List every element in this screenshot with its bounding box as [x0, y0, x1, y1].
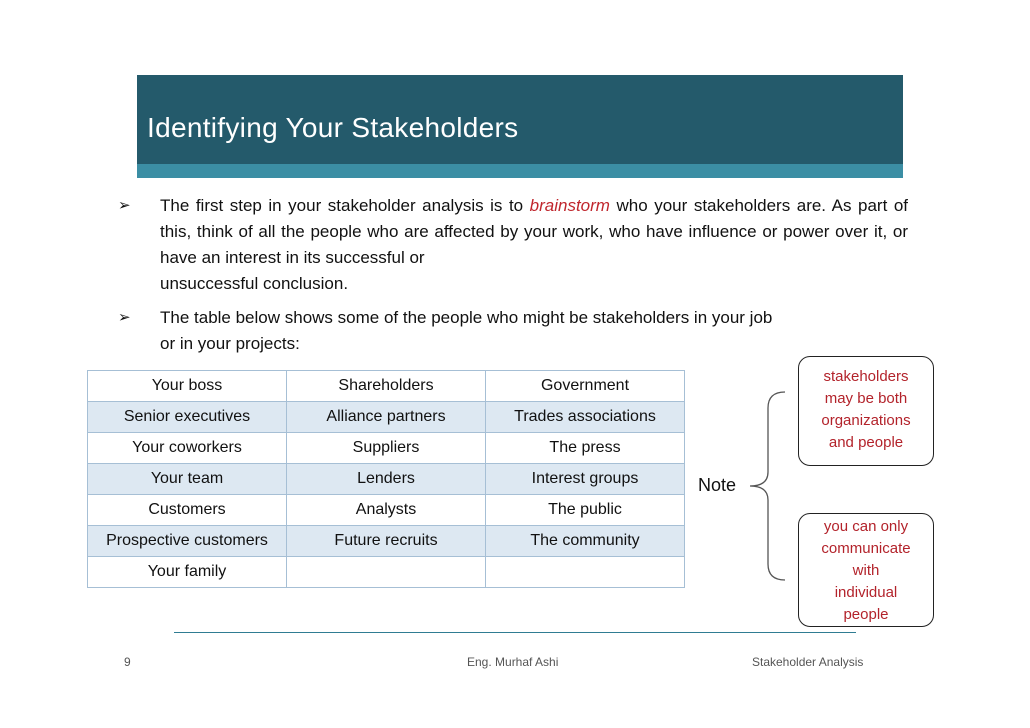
table-cell: Your family: [88, 557, 287, 588]
bullet-1: [118, 193, 908, 297]
table-cell: Senior executives: [88, 402, 287, 433]
table-row: [88, 526, 685, 557]
table-cell: Trades associations: [486, 402, 685, 433]
table-cell: Analysts: [287, 495, 486, 526]
table-cell: Future recruits: [287, 526, 486, 557]
footer-topic: Stakeholder Analysis: [752, 655, 864, 669]
footer-author: Eng. Murhaf Ashi: [467, 655, 559, 669]
stakeholder-table: [87, 370, 685, 588]
bullet-1-emphasis: brainstorm: [529, 196, 610, 215]
slide-title: Identifying Your Stakeholders: [147, 112, 519, 143]
table-cell: Lenders: [287, 464, 486, 495]
bullet-1-text-start: The first step in your stakeholder analysis is to: [160, 196, 530, 215]
bullet-2: [118, 305, 908, 357]
note-box-communicate: you can only communicate with individual people: [798, 513, 934, 627]
table-cell: Your boss: [88, 371, 287, 402]
table-cell: Alliance partners: [287, 402, 486, 433]
table-row: [88, 433, 685, 464]
table-cell: Prospective customers: [88, 526, 287, 557]
table-cell: [287, 557, 486, 588]
note-label: Note: [698, 475, 737, 495]
table-cell: Government: [486, 371, 685, 402]
note-box-stakeholders: stakeholders may be both organizations and people: [798, 356, 934, 466]
table-row: [88, 557, 685, 588]
footer-divider: [174, 632, 856, 633]
table-row: [88, 371, 685, 402]
bullet-1-text-end: unsuccessful conclusion.: [160, 274, 349, 293]
table-cell: Interest groups: [486, 464, 685, 495]
page-number: 9: [124, 655, 131, 669]
table-cell: Your team: [88, 464, 287, 495]
table-cell: [486, 557, 685, 588]
table-cell: Your coworkers: [88, 433, 287, 464]
title-accent-stripe: [137, 164, 903, 178]
curly-brace-icon: [740, 380, 790, 590]
bullet-2-text: The table below shows some of the people who might be stakeholders in your job: [160, 308, 773, 327]
table-cell: Customers: [88, 495, 287, 526]
table-cell: The press: [486, 433, 685, 464]
table-cell: Suppliers: [287, 433, 486, 464]
table-row: [88, 464, 685, 495]
table-row: [88, 402, 685, 433]
arrow-bullet-icon: ➢: [118, 197, 131, 214]
table-cell: The community: [486, 526, 685, 557]
arrow-bullet-icon: ➢: [118, 309, 131, 326]
bullet-1-text-body: who your stakeholders are. As part of this, think of all the people who are affected by your work, who have influence or power over it, or have an interest in its successful or: [160, 196, 908, 267]
table-cell: Shareholders: [287, 371, 486, 402]
table-row: [88, 495, 685, 526]
table-cell: The public: [486, 495, 685, 526]
bullet-2-text-end: or in your projects:: [160, 334, 300, 353]
